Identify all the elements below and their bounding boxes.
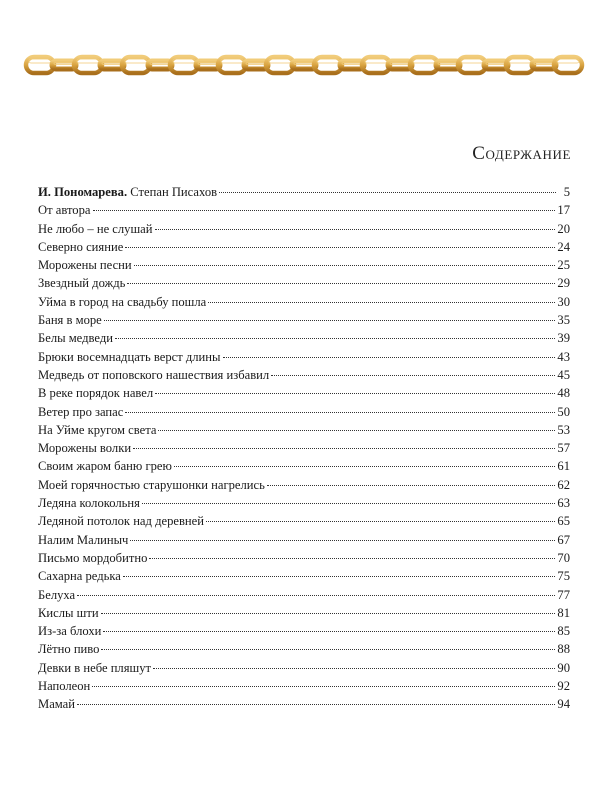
toc-entry[interactable]	[38, 531, 570, 549]
toc-entry[interactable]	[38, 220, 570, 238]
toc-entry-page: 65	[557, 514, 570, 529]
toc-entry[interactable]	[38, 457, 570, 475]
toc-entry[interactable]	[38, 348, 570, 366]
toc-entry-page: 92	[557, 679, 570, 694]
toc-entry-title: Баня в море	[38, 313, 102, 328]
toc-dot-leader	[134, 265, 556, 266]
toc-dot-leader	[133, 448, 555, 449]
toc-dot-leader	[115, 338, 555, 339]
toc-entry[interactable]	[38, 329, 570, 347]
toc-entry-label	[38, 311, 102, 329]
toc-dot-leader	[77, 595, 555, 596]
toc-entry-label	[38, 695, 75, 713]
toc-entry-page: 94	[557, 697, 570, 712]
toc-dot-leader	[93, 210, 556, 211]
toc-entry-page: 20	[557, 221, 570, 236]
toc-entry[interactable]	[38, 695, 570, 713]
toc-entry[interactable]	[38, 421, 570, 439]
toc-dot-leader	[101, 649, 555, 650]
toc-entry-page: 5	[563, 185, 570, 199]
toc-entry-label	[38, 384, 153, 402]
toc-entry-title: На Уйме кругом света	[38, 422, 157, 437]
toc-entry-page: 90	[557, 660, 570, 675]
toc-dot-leader	[149, 558, 555, 559]
toc-entry-title: Девки в небе пляшут	[38, 660, 152, 675]
toc-entry-label	[38, 586, 75, 604]
toc-entry-page: 53	[557, 422, 570, 437]
toc-entry[interactable]	[38, 311, 570, 329]
toc-entry-label	[38, 549, 147, 567]
contents-title: Содержание	[472, 143, 571, 164]
toc-entry-label	[38, 457, 172, 475]
toc-dot-leader	[103, 631, 555, 632]
toc-entry-page: 62	[557, 477, 570, 492]
toc-entry[interactable]	[38, 384, 570, 402]
gold-chain-icon	[22, 44, 588, 86]
toc-entry[interactable]	[38, 549, 570, 567]
toc-entry-title: Северно сияние	[38, 239, 124, 254]
toc-entry[interactable]	[38, 201, 570, 219]
toc-dot-leader	[155, 393, 555, 394]
toc-dot-leader	[77, 704, 555, 705]
toc-entry-label	[38, 677, 90, 695]
toc-entry-title: Уйма в город на свадьбу пошла	[38, 294, 207, 309]
toc-entry-page: 43	[557, 349, 570, 364]
toc-entry-page: 30	[557, 294, 570, 309]
toc-dot-leader	[127, 283, 555, 284]
chain-link-highlight	[365, 59, 387, 63]
chain-link-highlight	[461, 59, 483, 63]
toc-entry-label	[38, 567, 121, 585]
toc-entry-page: 29	[557, 276, 570, 291]
toc-dot-leader	[153, 668, 555, 669]
toc-entry[interactable]	[38, 439, 570, 457]
toc-entry-page: 70	[557, 550, 570, 565]
toc-entry-label	[38, 622, 101, 640]
toc-entry-title: Не любо – не слушай	[38, 221, 153, 236]
toc-entry-title: Белы медведи	[38, 331, 113, 346]
toc-entry-page: 77	[557, 587, 570, 602]
toc-dot-leader	[158, 430, 555, 431]
toc-dot-leader	[155, 229, 556, 230]
toc-entry-title: Мамай	[38, 697, 76, 712]
toc-dot-leader	[271, 375, 555, 376]
chain-link-highlight	[557, 59, 579, 63]
toc-entry[interactable]	[38, 677, 570, 695]
toc-entry-page: 25	[557, 258, 570, 273]
toc-entry-title: Белуха	[38, 587, 76, 602]
chain-link-highlight	[29, 59, 51, 63]
toc-entry-page: 35	[557, 313, 570, 328]
chain-link-highlight	[221, 59, 243, 63]
toc-entry-label	[38, 293, 206, 311]
toc-entry[interactable]	[38, 183, 570, 201]
toc-entry-page: 17	[557, 203, 570, 218]
toc-entry[interactable]	[38, 494, 570, 512]
toc-entry-title: В реке порядок навел	[38, 386, 154, 401]
toc-entry-label	[38, 256, 132, 274]
toc-entry[interactable]	[38, 512, 570, 530]
toc-dot-leader	[92, 686, 555, 687]
toc-entry-label	[38, 604, 99, 622]
toc-entry-title: Брюки восемнадцать верст длины	[38, 349, 221, 364]
toc-entry-title: Ветер про запас	[38, 404, 124, 419]
toc-entry[interactable]	[38, 256, 570, 274]
toc-dot-leader	[123, 576, 556, 577]
toc-dot-leader	[206, 521, 555, 522]
toc-entry[interactable]	[38, 659, 570, 677]
chain-link-highlight	[317, 59, 339, 63]
toc-entry-label	[38, 366, 269, 384]
toc-entry-label	[38, 531, 128, 549]
toc-entry-label	[38, 220, 153, 238]
toc-entry-title: Налим Малиныч	[38, 532, 129, 547]
toc-entry-page: 50	[557, 404, 570, 419]
toc-entry[interactable]	[38, 274, 570, 292]
toc-dot-leader	[125, 412, 555, 413]
toc-entry-title: Моей горячностью старушонки нагрелись	[38, 477, 265, 492]
toc-entry-author: И. Пономарева.	[38, 185, 128, 199]
toc-entry[interactable]	[38, 640, 570, 658]
toc-entry-title: Лётно пиво	[38, 642, 100, 657]
toc-entry[interactable]	[38, 293, 570, 311]
table-of-contents	[38, 183, 570, 714]
toc-entry-title: Морожены волки	[38, 441, 132, 456]
toc-entry-label	[38, 348, 221, 366]
toc-entry-title: Из-за блохи	[38, 624, 102, 639]
toc-entry-label	[38, 421, 156, 439]
toc-dot-leader	[125, 247, 555, 248]
toc-entry-label	[38, 329, 113, 347]
toc-entry-label	[38, 512, 204, 530]
toc-entry-label	[38, 403, 123, 421]
toc-entry-page: 57	[557, 441, 570, 456]
chain-link-highlight	[125, 59, 147, 63]
toc-entry-page: 75	[557, 569, 570, 584]
toc-dot-leader	[174, 466, 555, 467]
toc-entry[interactable]	[38, 366, 570, 384]
toc-entry-label	[38, 439, 131, 457]
toc-dot-leader	[104, 320, 556, 321]
toc-dot-leader	[142, 503, 555, 504]
toc-entry-title: Медведь от поповского нашествия избавил	[38, 367, 270, 382]
toc-entry-label	[38, 659, 151, 677]
toc-entry[interactable]	[38, 403, 570, 421]
toc-entry[interactable]	[38, 586, 570, 604]
toc-entry-title: Звездный дождь	[38, 276, 126, 291]
toc-entry-title: Письмо мордобитно	[38, 550, 148, 565]
toc-entry-label	[38, 494, 140, 512]
toc-entry-title: Морожены песни	[38, 258, 132, 273]
toc-entry[interactable]	[38, 622, 570, 640]
toc-entry-title: Наполеон	[38, 679, 91, 694]
toc-entry[interactable]	[38, 238, 570, 256]
toc-dot-leader	[130, 540, 555, 541]
toc-entry-page: 61	[557, 459, 570, 474]
chain-link-highlight	[173, 59, 195, 63]
chain-link-highlight	[413, 59, 435, 63]
toc-entry-title: Сахарна редька	[38, 569, 121, 584]
toc-entry-title: От автора	[38, 203, 91, 218]
toc-entry-page: 88	[557, 642, 570, 657]
toc-entry-page: 81	[557, 605, 570, 620]
toc-entry-label	[38, 274, 125, 292]
toc-entry-page: 85	[557, 624, 570, 639]
toc-entry-page: 45	[557, 367, 570, 382]
toc-entry-title: Своим жаром баню грею	[38, 459, 172, 474]
toc-entry-page: 63	[557, 496, 570, 511]
toc-entry[interactable]	[38, 604, 570, 622]
toc-entry-page: 67	[557, 532, 570, 547]
toc-entry-title: Кислы шти	[38, 605, 99, 620]
toc-entry-page: 24	[557, 239, 570, 254]
chain-link-highlight	[269, 59, 291, 63]
chain-link-highlight	[509, 59, 531, 63]
toc-dot-leader	[223, 357, 556, 358]
toc-entry-label	[38, 183, 217, 201]
toc-dot-leader	[267, 485, 556, 486]
toc-entry[interactable]	[38, 567, 570, 585]
chain-link-highlight	[77, 59, 99, 63]
toc-dot-leader	[208, 302, 555, 303]
toc-entry-title: Степан Писахов	[130, 185, 218, 199]
toc-dot-leader	[219, 192, 556, 193]
toc-entry-title: Ледяной потолок над деревней	[38, 514, 204, 529]
toc-entry[interactable]	[38, 476, 570, 494]
toc-entry-label	[38, 238, 123, 256]
toc-entry-label	[38, 640, 99, 658]
toc-entry-page: 48	[557, 386, 570, 401]
toc-entry-label	[38, 476, 265, 494]
toc-entry-page: 39	[557, 331, 570, 346]
toc-entry-title: Ледяна колокольня	[38, 496, 140, 511]
toc-dot-leader	[101, 613, 556, 614]
toc-entry-label	[38, 201, 91, 219]
